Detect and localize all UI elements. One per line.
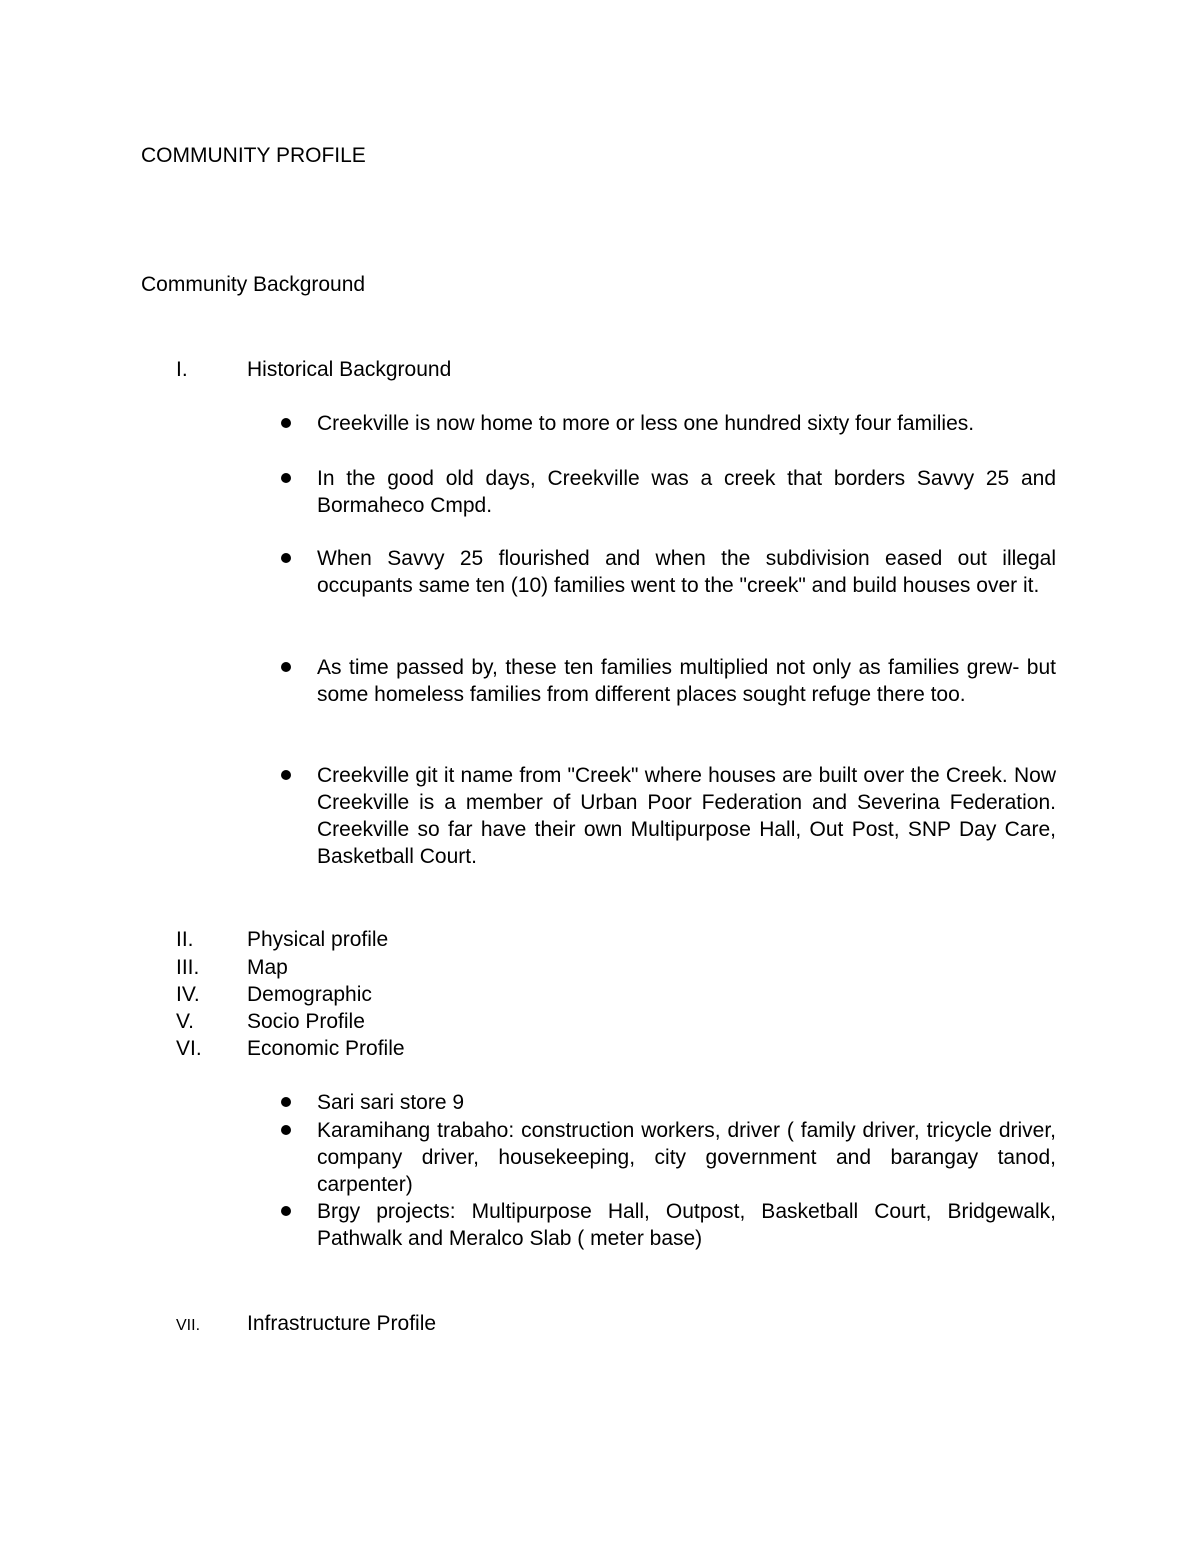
list-item: Sari sari store 9 (317, 1091, 465, 1114)
outline-item-economic-profile (0, 1035, 1200, 1062)
outline-label: Physical profile (247, 928, 389, 951)
list-item: In the good old days, Creekville was a creek that borders Savvy 25 and Bormaheco Cmpd. (317, 467, 1056, 517)
bullet-icon (281, 1097, 291, 1107)
outline-item-historical-background (0, 356, 1200, 383)
bullet-icon (281, 1206, 291, 1216)
outline-item-physical-profile (0, 926, 1200, 953)
roman-numeral: VII. (176, 1317, 201, 1334)
outline-label: Economic Profile (247, 1037, 405, 1060)
outline-item-infrastructure-profile (0, 1310, 1200, 1337)
list-item: Karamihang trabaho: construction workers, driver ( family driver, tricycle driver, company driver, housekeeping, city government and barangay tanod, carpenter) (317, 1119, 1056, 1196)
list-item: Brgy projects: Multipurpose Hall, Outpost, Basketball Court, Bridgewalk, Pathwalk and Meralco Slab ( meter base) (317, 1200, 1056, 1250)
outline-label: Map (247, 956, 288, 979)
roman-numeral: IV. (176, 983, 200, 1006)
bullet-icon (281, 553, 291, 563)
list-item: Creekville git it name from "Creek" where houses are built over the Creek. Now Creekville is a member of Urban Poor Federation and Severina Federation. Creekville so far have their own Multipurpose Hall, Out Post, SNP Day Care, Basketball Court. (317, 764, 1056, 868)
outline-label: Socio Profile (247, 1010, 365, 1033)
roman-numeral: III. (176, 956, 200, 979)
outline-label: Historical Background (247, 358, 452, 381)
bullet-icon (281, 418, 291, 428)
bullet-icon (281, 662, 291, 672)
bullet-icon (281, 770, 291, 780)
bullet-icon (281, 1125, 291, 1135)
outline-item-map (0, 954, 1200, 981)
section-heading: Community Background (141, 273, 366, 296)
roman-numeral: V. (176, 1010, 194, 1033)
outline-label: Demographic (247, 983, 372, 1006)
roman-numeral: II. (176, 928, 194, 951)
outline-label: Infrastructure Profile (247, 1312, 437, 1335)
outline-item-socio-profile (0, 1008, 1200, 1035)
roman-numeral: VI. (176, 1037, 202, 1060)
list-item: Creekville is now home to more or less one hundred sixty four families. (317, 412, 975, 435)
bullet-icon (281, 473, 291, 483)
roman-numeral: I. (176, 358, 188, 381)
list-item: As time passed by, these ten families multiplied not only as families grew- but some homeless families from different places sought refuge there too. (317, 656, 1056, 706)
outline-item-demographic (0, 981, 1200, 1008)
list-item: When Savvy 25 flourished and when the subdivision eased out illegal occupants same ten (10) families went to the "creek" and build houses over it. (317, 547, 1056, 597)
document-title: COMMUNITY PROFILE (141, 144, 366, 167)
